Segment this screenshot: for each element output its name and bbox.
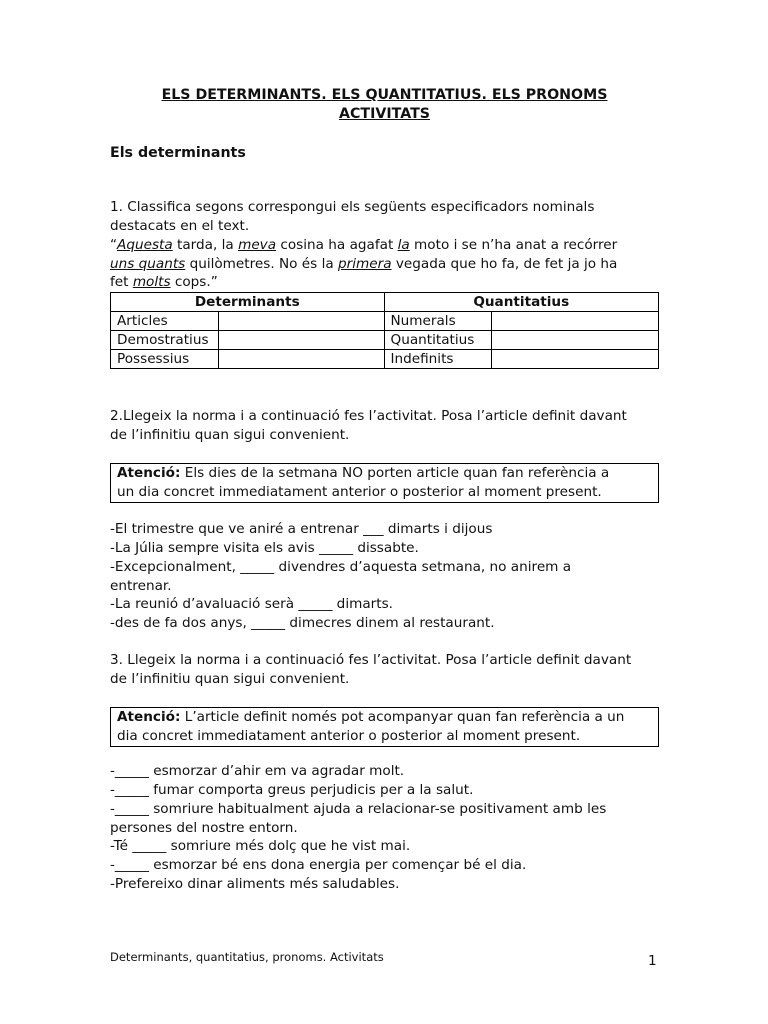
row-label: Quantitatius (384, 331, 492, 350)
quote-text: quilòmetres. No és la (185, 256, 339, 272)
q2-line-2: de l’infinitiu quan sigui convenient. (110, 427, 350, 443)
highlight-la: la (397, 237, 410, 253)
row-label: Numerals (384, 312, 492, 331)
q2-line-1: 2.Llegeix la norma i a continuació fes l’activitat. Posa l’article definit davant (110, 408, 627, 424)
header-quantitatius: Quantitatius (384, 293, 659, 312)
highlight-aquesta: Aquesta (117, 237, 173, 253)
header-determinants: Determinants (111, 293, 385, 312)
q1-line-2: destacats en el text. (110, 218, 250, 234)
q3-item: -Té _____ somriure més dolç que he vist mai. (110, 838, 411, 854)
answer-cell[interactable] (492, 350, 659, 369)
answer-cell[interactable] (492, 312, 659, 331)
highlight-uns-quants: uns quants (110, 256, 186, 272)
note-label: Atenció: (117, 709, 181, 725)
q2-item: -El trimestre que ve aniré a entrenar ___ dimarts i dijous (110, 521, 493, 537)
row-label: Articles (111, 312, 219, 331)
page-number: 1 (648, 953, 657, 969)
table-row (111, 331, 659, 350)
note-text: L’article definit només pot acompanyar quan fan referència a un (180, 709, 625, 725)
q2-item: entrenar. (110, 578, 172, 594)
q1-quote-line-1 (110, 236, 670, 255)
row-label: Indefinits (384, 350, 492, 369)
quote-text: tarda, la (172, 237, 239, 253)
section-heading: Els determinants (110, 145, 246, 161)
q3-item: persones del nostre entorn. (110, 820, 298, 836)
q2-item: -Excepcionalment, _____ divendres d’aquesta setmana, no anirem a (110, 559, 572, 575)
table-row (111, 312, 659, 331)
quote-text: cosina ha agafat (276, 237, 398, 253)
document-title (110, 86, 659, 124)
classification-table (110, 292, 659, 369)
footer-text: Determinants, quantitatius, pronoms. Activitats (110, 950, 384, 964)
note-line-2: dia concret immediatament anterior o posterior al moment present. (117, 728, 581, 744)
answer-cell[interactable] (218, 350, 384, 369)
note-line-1 (117, 464, 652, 483)
note-text: Els dies de la setmana NO porten article quan fan referència a (180, 465, 610, 481)
highlight-meva: meva (238, 237, 277, 253)
q2-item: -des de fa dos anys, _____ dimecres dinem al restaurant. (110, 615, 495, 631)
q3-item: -Prefereixo dinar aliments més saludables. (110, 876, 400, 892)
quote-text: fet (110, 274, 133, 290)
note-label: Atenció: (117, 465, 181, 481)
q2-note-box (110, 463, 659, 503)
q3-line-1: 3. Llegeix la norma i a continuació fes l’activitat. Posa l’article definit davant (110, 652, 632, 668)
row-label: Possessius (111, 350, 219, 369)
quote-text: moto i se n’ha anat a recórrer (409, 237, 618, 253)
quote-text: cops.” (170, 274, 218, 290)
highlight-primera: primera (338, 256, 392, 272)
note-line-2: un dia concret immediatament anterior o posterior al moment present. (117, 484, 602, 500)
q2-item: -La reunió d’avaluació serà _____ dimarts. (110, 596, 393, 612)
title-line-2: ACTIVITATS (339, 106, 430, 122)
answer-cell[interactable] (218, 312, 384, 331)
quote-open: “ (110, 237, 118, 253)
q1-line-1: 1. Classifica segons correspongui els següents especificadors nominals (110, 199, 595, 215)
title-line-1: ELS DETERMINANTS. ELS QUANTITATIUS. ELS PRONOMS (161, 87, 608, 103)
q3-note-box (110, 707, 659, 747)
table-row (111, 350, 659, 369)
note-line-1 (117, 708, 652, 727)
quote-text: vegada que ho fa, de fet ja jo ha (391, 256, 618, 272)
q1-quote-line-2 (110, 255, 670, 274)
q2-item: -La Júlia sempre visita els avis _____ dissabte. (110, 540, 419, 556)
row-label: Demostratius (111, 331, 219, 350)
answer-cell[interactable] (218, 331, 384, 350)
q3-line-2: de l’infinitiu quan sigui convenient. (110, 671, 350, 687)
q3-item: -_____ fumar comporta greus perjudicis per a la salut. (110, 782, 474, 798)
highlight-molts: molts (132, 274, 171, 290)
q1-quote-line-3 (110, 273, 670, 292)
q3-item: -_____ somriure habitualment ajuda a relacionar-se positivament amb les (110, 801, 607, 817)
answer-cell[interactable] (492, 331, 659, 350)
q3-item: -_____ esmorzar bé ens dona energia per començar bé el dia. (110, 857, 527, 873)
q3-item: -_____ esmorzar d’ahir em va agradar molt. (110, 763, 405, 779)
